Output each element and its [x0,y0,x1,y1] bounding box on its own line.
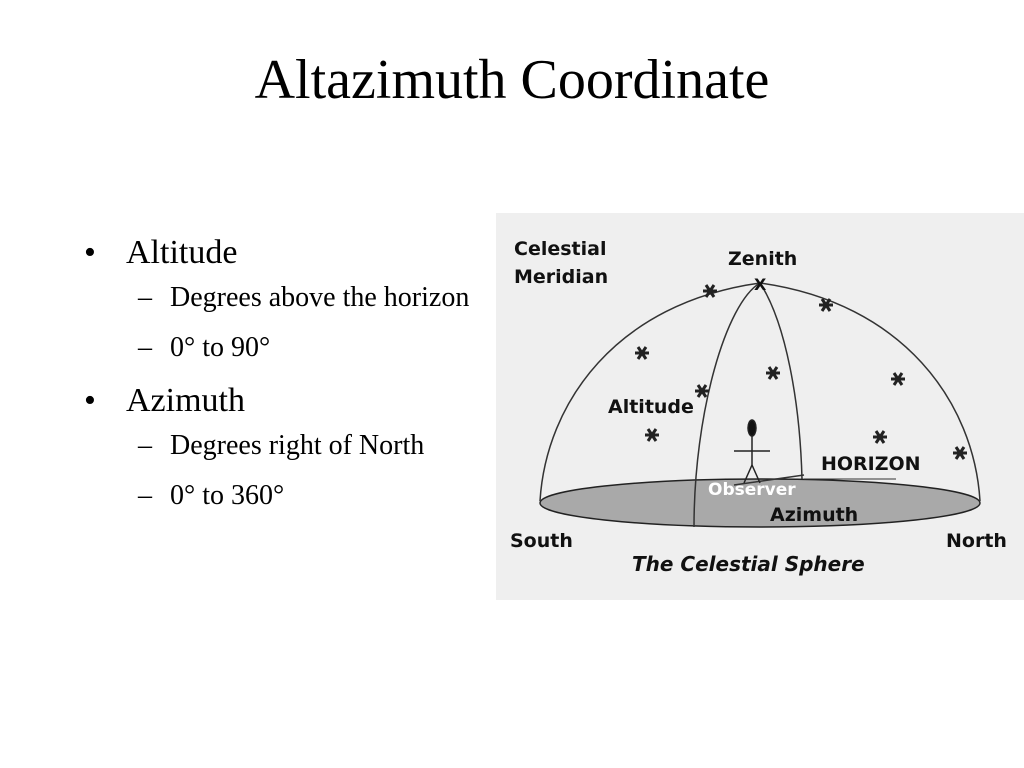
star-icon [645,429,659,441]
bullet-altitude-text: Altitude [126,234,238,271]
star-icon [873,431,887,443]
star-icon [891,373,905,385]
star-icon [766,367,780,379]
bullet-marker: • [84,382,96,419]
meridian-arc [760,283,802,479]
observer-icon [734,420,770,483]
bullet-list [84,230,494,526]
subbullet-altitude-range [84,328,494,368]
bullet-marker: • [84,234,96,271]
subbullet-azimuth-range [84,476,494,516]
celestial-sphere-diagram [496,213,1024,600]
diagram-caption: The Celestial Sphere [632,552,865,576]
south-label: South [510,530,573,552]
subbullet-azimuth-definition [84,426,494,466]
dash-marker: – [138,480,152,511]
meridian-label-line1: Celestial [514,238,607,260]
observer-label: Observer [708,480,796,500]
star-icon [695,385,709,397]
zenith-label: Zenith [728,248,798,270]
star-icon [953,447,967,459]
bullet-azimuth-text: Azimuth [126,382,245,419]
subbullet-text: 0° to 360° [170,480,285,511]
star-icon [635,347,649,359]
azimuth-label: Azimuth [770,504,859,526]
altitude-label: Altitude [608,396,694,418]
meridian-label-line2: Meridian [514,266,609,288]
dash-marker: – [138,282,152,313]
subbullet-altitude-definition [84,278,494,318]
bullet-azimuth [84,378,494,424]
subbullet-text: Degrees right of North [170,430,425,461]
bullet-altitude [84,230,494,276]
north-label: North [946,530,1007,552]
dash-marker: – [138,332,152,363]
horizon-label: HORIZON [821,453,921,475]
subbullet-text: Degrees above the horizon [170,282,470,313]
moon-icon [842,343,866,375]
slide-title: Altazimuth Coordinate [254,49,770,111]
zenith-mark: X [754,275,767,294]
celestial-sphere-svg [496,213,1024,600]
dash-marker: – [138,430,152,461]
subbullet-text: 0° to 90° [170,332,271,363]
